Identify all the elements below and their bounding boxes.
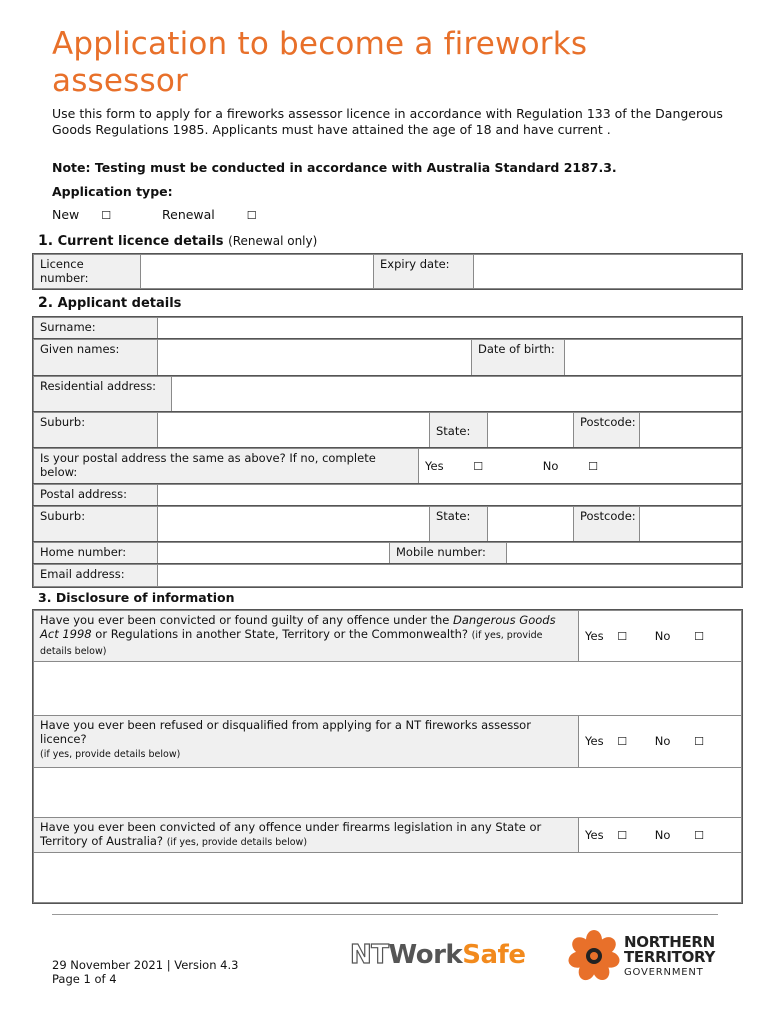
postal-yes-label: Yes: [425, 459, 444, 473]
surname-label: Surname:: [34, 318, 158, 340]
application-type-label: Application type:: [52, 184, 173, 199]
q3-question: [34, 818, 579, 853]
postal-postcode-field[interactable]: [640, 507, 742, 543]
q1-options: [579, 611, 742, 662]
dob-field[interactable]: [565, 340, 742, 377]
logo-work-text: Work: [388, 940, 463, 970]
q3-no-checkbox[interactable]: ☐: [694, 828, 704, 842]
q1-text-a: Have you ever been convicted or found guilty of any offence under the: [40, 613, 450, 627]
application-type-new: [52, 207, 111, 222]
postcode-label: Postcode:: [574, 413, 640, 449]
postal-same-options: [419, 449, 742, 485]
ntg-line-2: TERRITORY: [624, 948, 716, 966]
current-licence-table: [33, 254, 742, 289]
q1-yes-label: Yes: [585, 628, 604, 643]
section-1-number: 1.: [38, 233, 54, 249]
licence-number-label: Licence number:: [34, 255, 141, 289]
new-label: New: [52, 207, 80, 222]
section-2-heading: [38, 295, 181, 311]
expiry-date-label: Expiry date:: [374, 255, 474, 289]
q2-details-field[interactable]: [34, 768, 742, 818]
postcode-field[interactable]: [640, 413, 742, 449]
section-1-title: Current licence details: [57, 234, 224, 249]
section-1-subtitle: (Renewal only): [228, 234, 318, 248]
q1-details-field[interactable]: [34, 662, 742, 716]
postal-state-field[interactable]: [488, 507, 574, 543]
page-title: Application to become a fireworks assessor: [52, 26, 588, 99]
postal-suburb-label: Suburb:: [34, 507, 158, 543]
phone-table: [33, 542, 742, 565]
postal-address-label: Postal address:: [34, 485, 158, 507]
footer-date-version: 29 November 2021 | Version 4.3: [52, 958, 239, 972]
q1-note: (if yes, provide details below): [40, 630, 543, 657]
q1-yes-checkbox[interactable]: ☐: [617, 629, 628, 643]
disclosure-table: [33, 610, 742, 903]
suburb-table: [33, 412, 742, 449]
home-number-field[interactable]: [158, 543, 390, 565]
q2-text: Have you ever been refused or disqualified from applying for a NT fireworks assessor licence?: [40, 718, 531, 746]
q3-note: (if yes, provide details below): [166, 837, 308, 848]
q3-details-field[interactable]: [34, 853, 742, 903]
q3-no-label: No: [654, 827, 671, 842]
state-label: State:: [430, 413, 488, 449]
footer-page-number: Page 1 of 4: [52, 972, 117, 986]
intro-text: Use this form to apply for a fireworks assessor licence in accordance with Regulation 133 of the Dangerous Goods Regulations 1985. Applicants must have attained the age of 18 and have current .: [52, 106, 723, 137]
mobile-number-label: Mobile number:: [390, 543, 507, 565]
q2-no-label: No: [654, 734, 671, 748]
q1-question: [34, 611, 579, 662]
section-2-title: Applicant details: [57, 296, 182, 311]
given-names-table: [33, 339, 742, 377]
home-number-label: Home number:: [34, 543, 158, 565]
q1-text-b: or Regulations in another State, Territory or the Commonwealth?: [91, 627, 468, 641]
section-2-number: 2.: [38, 295, 54, 311]
section-3-number: 3.: [38, 590, 52, 605]
given-names-label: Given names:: [34, 340, 158, 377]
expiry-date-field[interactable]: [474, 255, 742, 289]
q1-no-label: No: [654, 628, 671, 643]
section-1-heading: [38, 233, 317, 249]
section-3-heading: [38, 590, 235, 605]
q2-question: [34, 716, 579, 768]
postal-same-question: Is your postal address the same as above? If no, complete below:: [34, 449, 419, 485]
q3-text: Have you ever been convicted of any offence under firearms legislation in any State or Territory of Australia?: [40, 820, 542, 848]
postal-suburb-field[interactable]: [158, 507, 430, 543]
nt-worksafe-logo: [350, 940, 525, 970]
q1-act-name: Dangerous Goods Act 1998: [40, 613, 556, 641]
licence-number-field[interactable]: [141, 255, 374, 289]
email-field[interactable]: [158, 565, 742, 587]
logo-safe-text: Safe: [462, 940, 526, 970]
surname-field[interactable]: [158, 318, 742, 340]
q1-no-checkbox[interactable]: ☐: [694, 629, 704, 643]
suburb-label: Suburb:: [34, 413, 158, 449]
email-table: [33, 564, 742, 587]
q3-yes-label: Yes: [585, 827, 604, 842]
q2-note: (if yes, provide details below): [40, 749, 181, 760]
renewal-label: Renewal: [162, 207, 215, 222]
dob-label: Date of birth:: [472, 340, 565, 377]
q3-yes-checkbox[interactable]: ☐: [617, 828, 628, 842]
residential-address-label: Residential address:: [34, 377, 172, 413]
given-names-field[interactable]: [158, 340, 472, 377]
q2-no-checkbox[interactable]: ☐: [694, 735, 704, 748]
q3-options: [579, 818, 742, 853]
surname-table: [33, 317, 742, 340]
ntg-wordmark: [624, 935, 715, 980]
application-type-renewal: [162, 207, 257, 222]
q2-yes-label: Yes: [585, 734, 604, 748]
new-checkbox[interactable]: ☐: [101, 209, 112, 222]
q2-yes-checkbox[interactable]: ☐: [617, 735, 628, 748]
ntg-line-1: NORTHERN: [624, 933, 715, 951]
footer-divider: [52, 914, 718, 915]
logo-nt-text: NT: [350, 940, 389, 970]
postal-no-label: No: [542, 459, 559, 473]
postal-suburb-table: [33, 506, 742, 543]
mobile-number-field[interactable]: [507, 543, 742, 565]
testing-note: Note: Testing must be conducted in accordance with Australia Standard 2187.3.: [52, 160, 617, 175]
section-3-title: Disclosure of information: [55, 590, 235, 605]
ntg-line-3: GOVERNMENT: [624, 967, 704, 978]
postal-no-checkbox[interactable]: ☐: [588, 460, 598, 473]
suburb-field[interactable]: [158, 413, 430, 449]
residential-address-field[interactable]: [172, 377, 742, 413]
state-field[interactable]: [488, 413, 574, 449]
q2-options: [579, 716, 742, 768]
postal-state-label: State:: [430, 507, 488, 543]
postal-same-table: [33, 448, 742, 485]
postal-yes-checkbox[interactable]: ☐: [473, 460, 484, 473]
renewal-checkbox[interactable]: ☐: [246, 209, 257, 222]
residential-table: [33, 376, 742, 413]
postal-address-table: [33, 484, 742, 507]
postal-postcode-label: Postcode:: [574, 507, 640, 543]
postal-address-field[interactable]: [158, 485, 742, 507]
footer-text: [52, 958, 238, 986]
email-label: Email address:: [34, 565, 158, 587]
